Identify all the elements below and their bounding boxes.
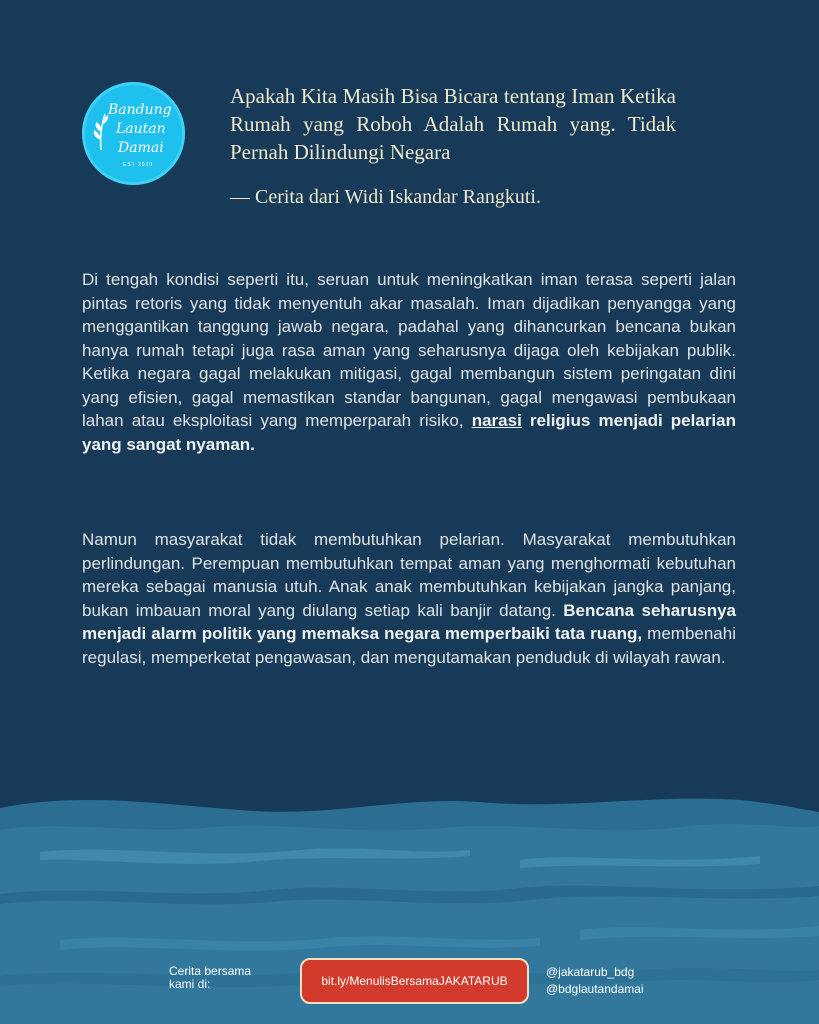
article-title: Apakah Kita Masih Bisa Bicara tentang Iman Ketika Rumah yang Roboh Adalah Rumah yang. Tidak Pernah Dilindungi Negara [230, 84, 676, 164]
paragraph-2-bold-text: Bencana seharusnya menjadi alarm politik yang memaksa negara memperbaiki tata ruang, [82, 600, 736, 643]
leaf-branch-icon [91, 112, 111, 152]
submission-link-button[interactable]: bit.ly/MenulisBersamaJAKATARUB [300, 958, 529, 1004]
handle-jakatarub[interactable]: @jakatarub_bdg [546, 965, 635, 979]
footer-label-line-1: Cerita bersama [169, 964, 252, 978]
paragraph-1-text: Di tengah kondisi seperti itu, seruan untuk meningkatkan iman terasa seperti jalan pintas retoris yang tidak menyentuh akar masalah. Iman dijadikan penyangga yang menggantikan tanggung jawab negara, padahal yang dihancurkan bencana bukan hanya rumah tetapi juga rasa aman yang seharusnya dijaga oleh kebijakan publik. Ketika negara gagal melakukan mitigasi, gagal membangun sistem peringatan dini yang efisien, gagal memastikan standar bangunan, gagal mengawasi pembukaan lahan atau eksploitasi yang memperparah risiko, [82, 270, 736, 430]
footer-label-line-2: kami di: [169, 977, 211, 991]
logo-text-damai: Damai [118, 140, 164, 156]
article-author: — Cerita dari Widi Iskandar Rangkuti. [230, 186, 541, 208]
handle-bdglautandamai[interactable]: @bdglautandamai [546, 982, 644, 996]
body-paragraph-1 [82, 268, 736, 456]
paragraph-1-bold-text: religius menjadi pelarian yang sangat nyaman. [82, 411, 736, 454]
paragraph-2-text: Namun masyarakat tidak membutuhkan pelarian. Masyarakat membutuhkan perlindungan. Perempuan membutuhkan tempat aman yang menghormati kebutuhan mereka sebagai manusia utuh. Anak anak membutuhkan kebijakan jangka panjang, bukan imbauan moral yang diulang setiap kali banjir datang. [82, 530, 736, 620]
bandung-lautan-damai-logo [82, 82, 185, 185]
paragraph-2-tail: membenahi regulasi, memperketat pengawasan, dan mengutamakan penduduk di wilayah rawan. [82, 624, 736, 667]
body-paragraph-2 [82, 528, 736, 669]
social-handles [546, 964, 644, 998]
logo-text-lautan: Lautan [116, 121, 166, 137]
logo-text-bandung: Bandung [108, 102, 172, 118]
footer-cta-label [169, 965, 251, 991]
logo-est: EST 2020 [123, 162, 154, 168]
paragraph-1-underlined: narasi [471, 411, 522, 430]
